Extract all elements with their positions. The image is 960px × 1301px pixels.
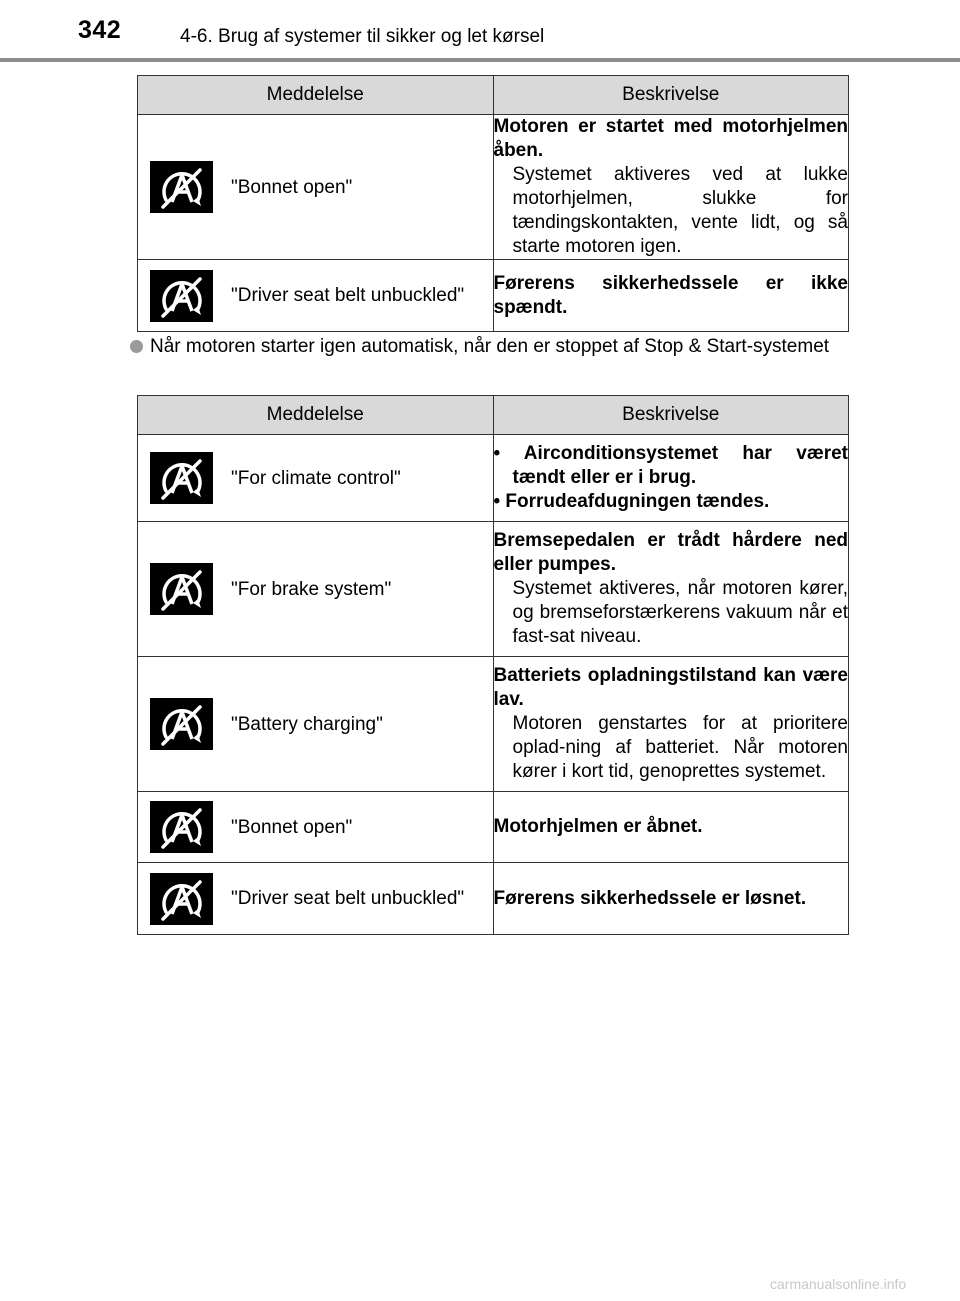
description-heading: Bremsepedalen er trådt hårdere ned eller pumpes. xyxy=(493,530,848,575)
message-cell xyxy=(138,435,494,522)
description-heading: Førerens sikkerhedssele er ikke spændt. xyxy=(493,272,848,318)
message-table-1 xyxy=(137,75,849,332)
description-cell xyxy=(493,863,849,935)
column-header-message: Meddelelse xyxy=(138,76,494,115)
column-header-description: Beskrivelse xyxy=(493,396,849,435)
stop-start-off-icon xyxy=(150,698,213,750)
table-row xyxy=(138,792,849,863)
message-text: "For brake system" xyxy=(231,578,392,600)
table-row xyxy=(138,522,849,657)
stop-start-off-icon xyxy=(150,563,213,615)
message-text: "Bonnet open" xyxy=(231,816,353,838)
table-row xyxy=(138,260,849,332)
stop-start-off-icon xyxy=(150,873,213,925)
description-body: Systemet aktiveres, når motoren kører, og bremseforstærkerens vakuum når et fast-sat niveau. xyxy=(512,578,848,647)
stop-start-off-icon xyxy=(150,161,213,213)
description-heading: Motoren er startet med motorhjelmen åben. xyxy=(493,116,848,161)
message-text: "For climate control" xyxy=(231,467,401,489)
description-bullets xyxy=(494,442,849,514)
table-row xyxy=(138,863,849,935)
stop-start-off-icon xyxy=(150,270,213,322)
list-item: • Forrudeafdugningen tændes. xyxy=(493,491,770,512)
condition-bullet xyxy=(130,334,840,359)
description-cell xyxy=(493,435,849,522)
message-text: "Driver seat belt unbuckled" xyxy=(231,285,465,306)
table-row xyxy=(138,435,849,522)
description-cell xyxy=(493,792,849,863)
message-text: "Battery charging" xyxy=(231,713,383,735)
bullet-dot-icon xyxy=(130,340,143,353)
table-header-row xyxy=(138,396,849,435)
message-cell xyxy=(138,792,494,863)
table-header-row xyxy=(138,76,849,115)
message-cell xyxy=(138,657,494,792)
header-divider xyxy=(0,58,960,62)
description-body: Systemet aktiveres ved at lukke motorhjelmen, slukke for tændingskontakten, vente lidt, og så starte motoren igen. xyxy=(512,164,848,257)
description-heading: Batteriets opladningstilstand kan være lav. xyxy=(493,665,848,710)
description-cell xyxy=(493,522,849,657)
message-cell xyxy=(138,522,494,657)
message-cell xyxy=(138,115,494,260)
description-cell xyxy=(493,657,849,792)
page-number: 342 xyxy=(78,16,122,44)
section-title: 4-6. Brug af systemer til sikker og let kørsel xyxy=(180,26,545,47)
description-heading: Førerens sikkerhedssele er løsnet. xyxy=(493,887,807,909)
column-header-message: Meddelelse xyxy=(138,396,494,435)
description-cell xyxy=(493,260,849,332)
stop-start-off-icon xyxy=(150,801,213,853)
column-header-description: Beskrivelse xyxy=(493,76,849,115)
stop-start-off-icon xyxy=(150,452,213,504)
description-body: Motoren genstartes for at prioritere oplad-ning af batteriet. Når motoren kører i kort tid, genoprettes systemet. xyxy=(512,713,848,782)
list-item: • Airconditionsystemet har været tændt eller er i brug. xyxy=(493,443,848,488)
page-header xyxy=(0,0,960,58)
watermark: carmanualsonline.info xyxy=(770,1276,907,1292)
message-cell xyxy=(138,260,494,332)
message-cell xyxy=(138,863,494,935)
description-heading: Motorhjelmen er åbnet. xyxy=(493,816,703,837)
message-table-2 xyxy=(137,395,849,935)
table-row xyxy=(138,657,849,792)
description-cell xyxy=(493,115,849,260)
message-text: "Bonnet open" xyxy=(231,176,353,198)
condition-text: Når motoren starter igen automatisk, når den er stoppet af Stop & Start-systemet xyxy=(150,336,830,357)
message-text: "Driver seat belt unbuckled" xyxy=(231,888,465,909)
table-row xyxy=(138,115,849,260)
